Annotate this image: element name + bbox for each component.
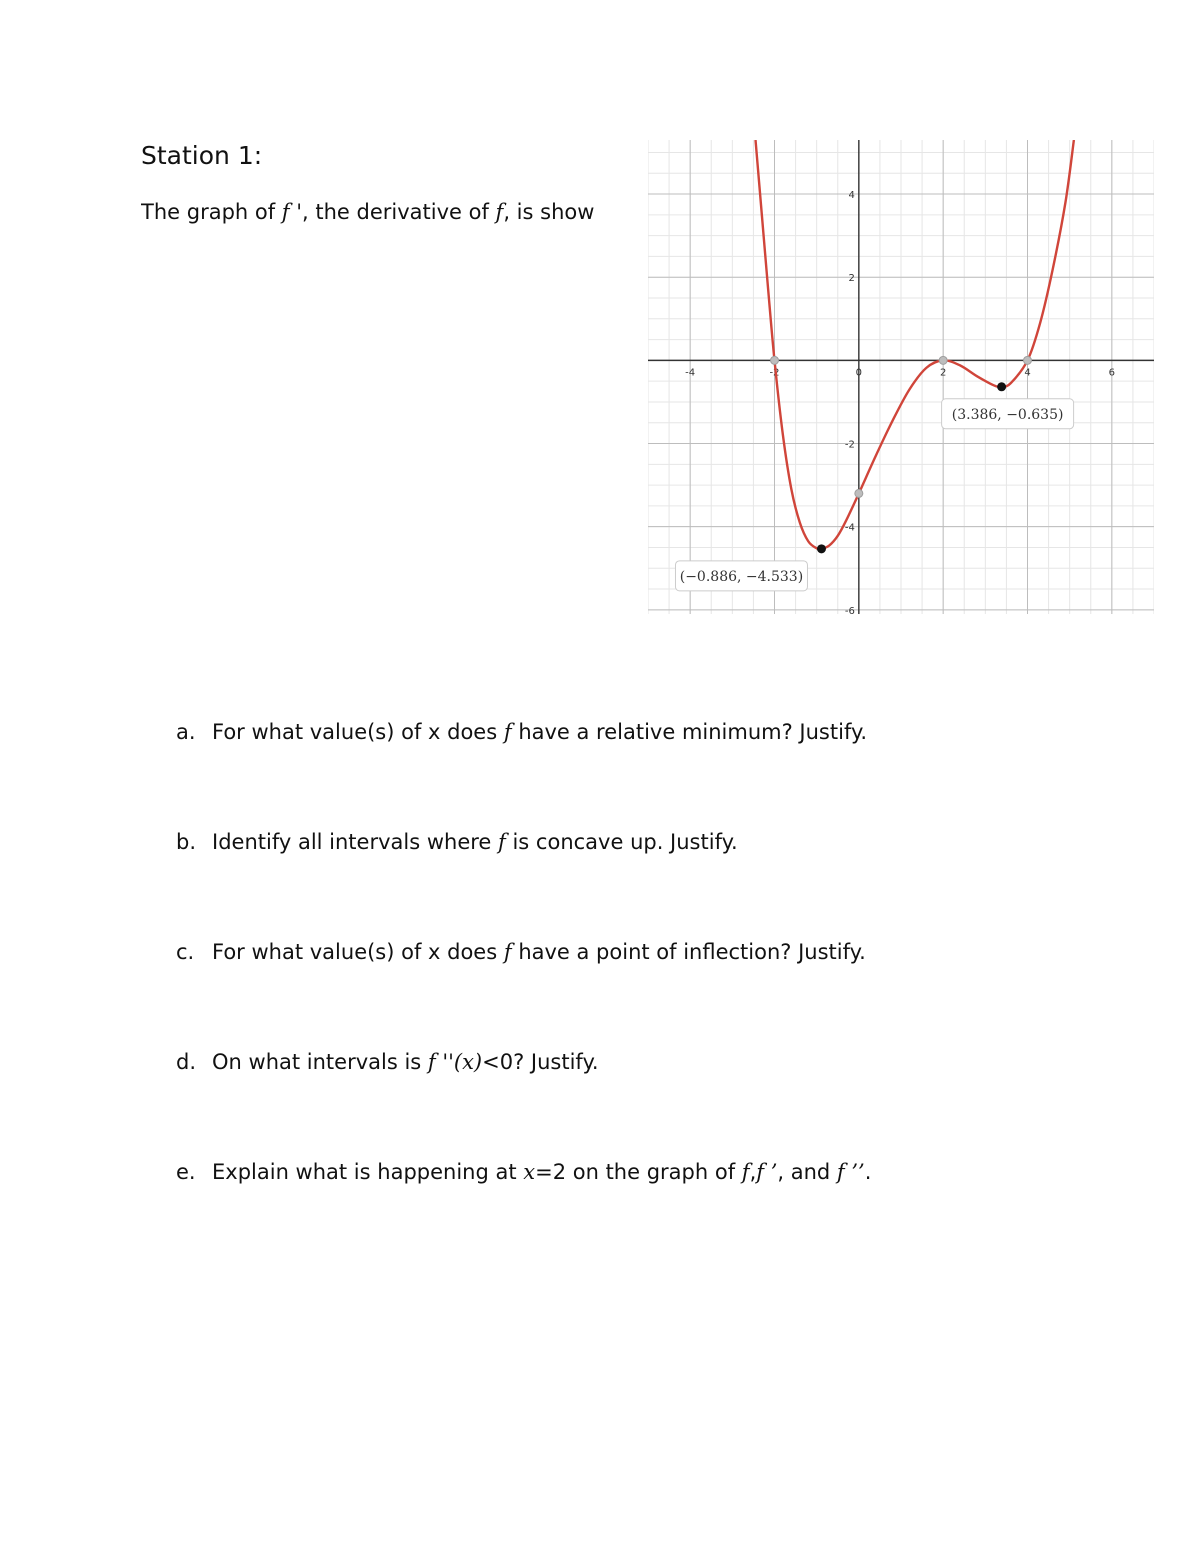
station-title: Station 1: [141, 141, 263, 170]
math-term: f ''(x) [427, 1050, 483, 1074]
math-term: f ’ [756, 1160, 778, 1184]
question-text: , and [777, 1160, 837, 1184]
question-letter: d. [176, 1050, 197, 1074]
intro-part3: , is show [503, 200, 595, 224]
question-text: Identify all intervals where [212, 830, 499, 854]
math-term: f ’’ [836, 1160, 865, 1184]
question-3 [176, 940, 871, 1050]
y-tick-label: -2 [844, 439, 855, 451]
math-term: f [741, 1160, 750, 1184]
graph-svg [648, 140, 1154, 614]
math-term: f [503, 720, 512, 744]
math-term: f [498, 830, 506, 854]
intercept-point [855, 489, 863, 497]
y-tick-label: -6 [844, 605, 855, 614]
point-label: (−0.886, −4.533) [679, 568, 804, 585]
question-text: is concave up. Justify. [505, 830, 738, 854]
question-letter: a. [176, 720, 196, 744]
intercept-point [939, 356, 947, 364]
question-2 [176, 830, 871, 940]
math-term: f [503, 940, 512, 964]
question-text: <0? Justify. [482, 1050, 599, 1074]
question-4 [176, 1050, 871, 1160]
intro-part1: The graph of [141, 200, 282, 224]
question-text: have a point of inflection? Justify. [511, 940, 866, 964]
x-tick-label: 0 [855, 367, 863, 379]
x-tick-label: -2 [769, 367, 780, 379]
intro-f: f [495, 200, 504, 224]
y-tick-label: 2 [848, 273, 855, 285]
question-text: have a relative minimum? Justify. [511, 720, 868, 744]
x-tick-label: -4 [685, 367, 696, 379]
y-tick-label: 4 [848, 190, 855, 202]
question-text: For what value(s) of x does [212, 720, 504, 744]
y-tick-label: -4 [844, 522, 855, 534]
question-letter: b. [176, 830, 197, 854]
question-text: , [749, 1160, 757, 1184]
intro-part2: , the derivative of [302, 200, 496, 224]
intro-text [141, 200, 649, 224]
question-text: =2 on the graph of [535, 1160, 742, 1184]
extremum-point [997, 382, 1006, 391]
intercept-point [771, 356, 779, 364]
question-5 [176, 1160, 871, 1270]
math-term: x [523, 1160, 536, 1184]
question-text: Explain what is happening at [212, 1160, 524, 1184]
question-list [176, 720, 871, 1270]
question-letter: e. [176, 1160, 196, 1184]
question-1 [176, 720, 871, 830]
x-tick-label: 6 [1108, 367, 1116, 379]
question-text: . [864, 1160, 872, 1184]
x-tick-label: 2 [939, 367, 947, 379]
intercept-point [1024, 356, 1032, 364]
derivative-graph [648, 140, 1154, 614]
point-label: (3.386, −0.635) [951, 406, 1064, 423]
question-text: For what value(s) of x does [212, 940, 504, 964]
question-letter: c. [176, 940, 195, 964]
extremum-point [817, 544, 826, 553]
derivative-curve [756, 140, 1074, 549]
x-tick-label: 4 [1024, 367, 1031, 379]
intro-f-prime: f ' [281, 200, 303, 224]
question-text: On what intervals is [212, 1050, 428, 1074]
